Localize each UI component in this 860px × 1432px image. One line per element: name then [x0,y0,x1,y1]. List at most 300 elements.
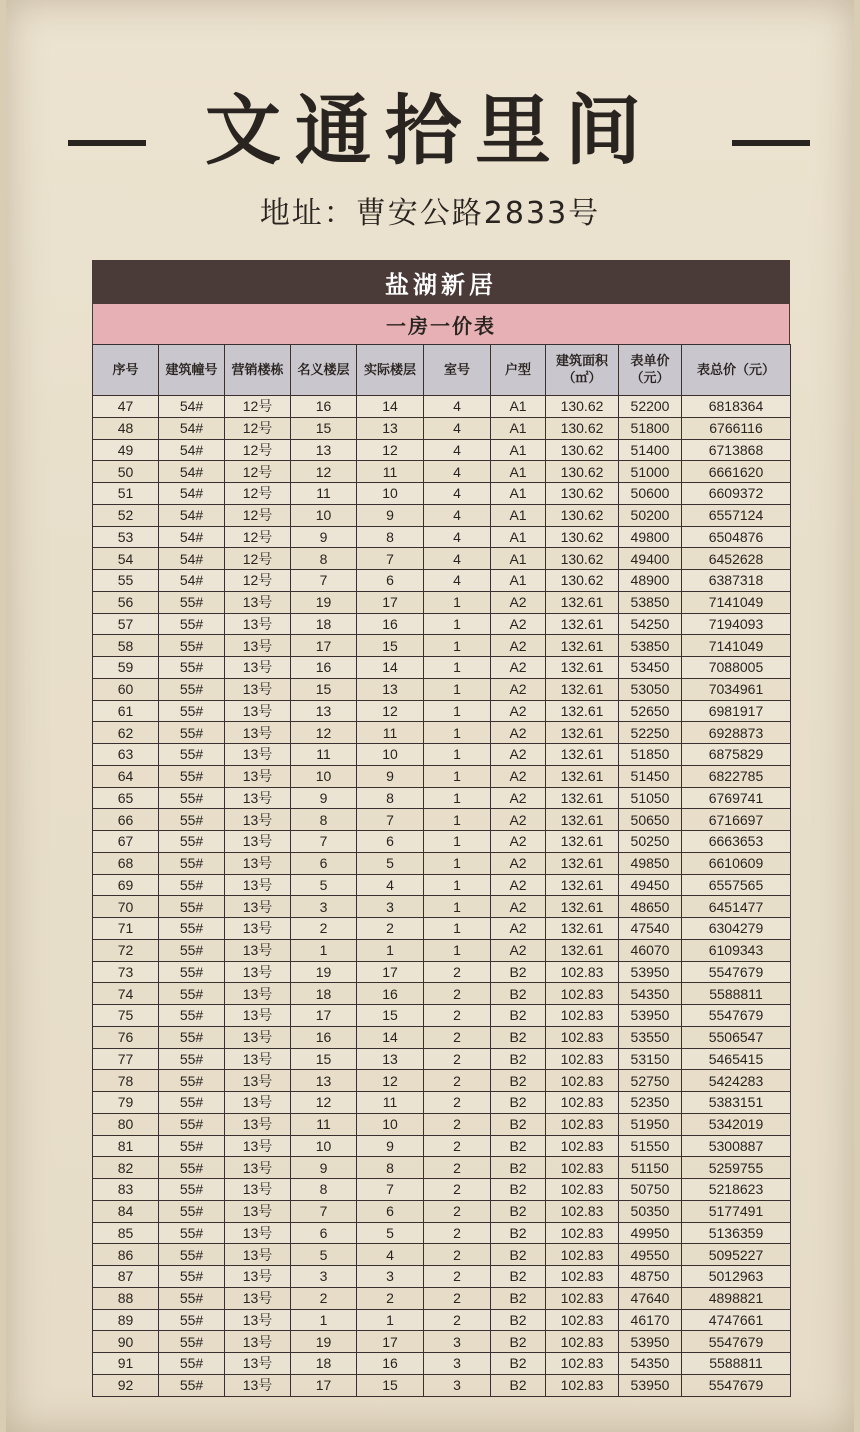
table-cell: A1 [491,439,546,461]
table-cell: 1 [424,787,491,809]
table-cell: 12号 [225,439,291,461]
table-cell: 7 [357,548,424,570]
table-cell: 8 [357,787,424,809]
table-cell: 54 [93,548,159,570]
table-cell: 7 [357,809,424,831]
table-cell: 5588811 [682,1353,791,1375]
table-cell: A2 [491,918,546,940]
table-cell: 132.61 [546,744,619,766]
table-cell: 6 [291,852,357,874]
table-cell: 6109343 [682,939,791,961]
column-header: 名义楼层 [291,345,357,396]
column-header: 表单价（元） [619,345,682,396]
table-header-row [93,345,791,396]
table-cell: 15 [357,1005,424,1027]
table-cell: 2 [424,1092,491,1114]
table-cell: 12号 [225,504,291,526]
table-cell: 73 [93,961,159,983]
column-header: 实际楼层 [357,345,424,396]
table-cell: 11 [291,1113,357,1135]
table-cell: 54350 [619,1353,682,1375]
table-cell: 1 [424,700,491,722]
table-cell: 4 [424,461,491,483]
table-cell: B2 [491,1222,546,1244]
table-cell: 55 [93,570,159,592]
table-cell: 55# [159,1374,225,1396]
table-cell: 49800 [619,526,682,548]
table-row [93,896,791,918]
table-cell: 54# [159,504,225,526]
table-cell: 9 [291,1157,357,1179]
table-cell: 54# [159,396,225,418]
table-cell: 5547679 [682,961,791,983]
table-cell: 14 [357,657,424,679]
table-cell: 68 [93,852,159,874]
table-cell: 132.61 [546,809,619,831]
table-cell: 18 [291,1353,357,1375]
table-cell: 102.83 [546,1309,619,1331]
table-cell: A1 [491,483,546,505]
table-cell: 5218623 [682,1179,791,1201]
table-cell: 54# [159,461,225,483]
table-cell: 2 [424,1179,491,1201]
table-cell: A2 [491,787,546,809]
table-cell: A2 [491,765,546,787]
table-cell: 13号 [225,765,291,787]
table-cell: 55# [159,722,225,744]
table-cell: 55# [159,657,225,679]
table-cell: 132.61 [546,939,619,961]
table-row [93,504,791,526]
table-cell: 55# [159,1222,225,1244]
table-cell: 11 [357,1092,424,1114]
table-cell: 48650 [619,896,682,918]
table-cell: 2 [424,1266,491,1288]
table-cell: 48750 [619,1266,682,1288]
table-cell: 13号 [225,1266,291,1288]
table-row [93,657,791,679]
table-row [93,1287,791,1309]
table-cell: 1 [424,918,491,940]
table-cell: 47640 [619,1287,682,1309]
table-cell: 2 [424,1135,491,1157]
table-cell: A2 [491,678,546,700]
table-cell: A2 [491,874,546,896]
table-cell: 16 [357,983,424,1005]
table-cell: 18 [291,613,357,635]
table-cell: A2 [491,591,546,613]
column-header: 室号 [424,345,491,396]
table-cell: 52250 [619,722,682,744]
price-table-section [92,260,790,1397]
table-cell: 55# [159,591,225,613]
table-cell: 55# [159,809,225,831]
table-cell: 15 [291,417,357,439]
table-cell: 19 [291,591,357,613]
table-cell: 54250 [619,613,682,635]
table-cell: 132.61 [546,657,619,679]
table-cell: 8 [357,526,424,548]
table-cell: 130.62 [546,417,619,439]
table-cell: 102.83 [546,1026,619,1048]
table-row [93,700,791,722]
table-body [93,396,791,1397]
table-cell: 4 [424,526,491,548]
table-cell: 130.62 [546,483,619,505]
table-cell: 51 [93,483,159,505]
column-header: 建筑幢号 [159,345,225,396]
table-cell: B2 [491,1135,546,1157]
table-cell: 89 [93,1309,159,1331]
table-cell: B2 [491,1309,546,1331]
table-cell: 132.61 [546,787,619,809]
table-cell: 1 [424,591,491,613]
table-cell: 52200 [619,396,682,418]
table-row [93,1048,791,1070]
table-cell: 13号 [225,809,291,831]
table-cell: 10 [357,483,424,505]
table-cell: 102.83 [546,1092,619,1114]
table-cell: 1 [357,1309,424,1331]
table-cell: 55# [159,961,225,983]
table-cell: 13号 [225,1005,291,1027]
table-cell: 13 [291,439,357,461]
table-cell: 13号 [225,896,291,918]
table-cell: 6 [357,1200,424,1222]
table-cell: 81 [93,1135,159,1157]
table-cell: 55# [159,1048,225,1070]
table-cell: 7 [291,570,357,592]
table-cell: 13号 [225,1092,291,1114]
table-cell: 6451477 [682,896,791,918]
table-cell: 3 [291,896,357,918]
table-cell: 61 [93,700,159,722]
table-cell: 16 [291,657,357,679]
table-cell: A2 [491,744,546,766]
table-cell: 53050 [619,678,682,700]
table-cell: 57 [93,613,159,635]
column-header: 表总价（元） [682,345,791,396]
table-cell: 12 [291,722,357,744]
table-cell: 130.62 [546,548,619,570]
table-cell: 13 [291,1070,357,1092]
table-cell: 1 [357,939,424,961]
table-cell: 5177491 [682,1200,791,1222]
table-cell: 13号 [225,678,291,700]
table-row [93,417,791,439]
table-cell: 51800 [619,417,682,439]
table-row [93,744,791,766]
table-cell: 13号 [225,722,291,744]
table-cell: 102.83 [546,1222,619,1244]
table-cell: 55# [159,700,225,722]
table-cell: 6557565 [682,874,791,896]
table-cell: 102.83 [546,1353,619,1375]
table-cell: 13 [291,700,357,722]
table-row [93,1222,791,1244]
table-cell: 102.83 [546,1287,619,1309]
table-cell: 1 [424,852,491,874]
table-cell: 49450 [619,874,682,896]
table-cell: 102.83 [546,1331,619,1353]
table-cell: 52 [93,504,159,526]
table-cell: A2 [491,722,546,744]
table-cell: 15 [291,678,357,700]
table-cell: 2 [424,1244,491,1266]
table-row [93,1179,791,1201]
table-cell: B2 [491,1157,546,1179]
table-cell: 66 [93,809,159,831]
address: 地址：曹安公路2833号 [259,196,601,231]
table-cell: 3 [424,1353,491,1375]
table-cell: 55# [159,939,225,961]
table-cell: 7141049 [682,635,791,657]
table-cell: 17 [357,591,424,613]
table-row [93,591,791,613]
table-cell: 55# [159,1244,225,1266]
table-cell: 54# [159,483,225,505]
table-cell: 6769741 [682,787,791,809]
table-cell: 6713868 [682,439,791,461]
table-row [93,439,791,461]
table-cell: 5300887 [682,1135,791,1157]
table-cell: 4 [424,439,491,461]
table-cell: 1 [424,896,491,918]
table-cell: A1 [491,461,546,483]
table-cell: 102.83 [546,1070,619,1092]
table-cell: 11 [357,722,424,744]
table-cell: 60 [93,678,159,700]
table-cell: 55# [159,1287,225,1309]
column-header: 建筑面积（㎡） [546,345,619,396]
table-cell: 91 [93,1353,159,1375]
table-cell: 55# [159,983,225,1005]
table-cell: 6 [291,1222,357,1244]
table-cell: A1 [491,570,546,592]
table-cell: B2 [491,1331,546,1353]
table-cell: 55# [159,1309,225,1331]
table-cell: 55# [159,1070,225,1092]
table-cell: 3 [291,1266,357,1288]
table-cell: 12号 [225,526,291,548]
table-cell: 13号 [225,1026,291,1048]
table-cell: 1 [424,831,491,853]
table-cell: 85 [93,1222,159,1244]
table-cell: 5 [357,852,424,874]
table-cell: 8 [291,1179,357,1201]
table-cell: A2 [491,657,546,679]
table-row [93,722,791,744]
column-header: 户型 [491,345,546,396]
table-cell: 16 [291,396,357,418]
table-cell: 4 [357,1244,424,1266]
table-cell: 6304279 [682,918,791,940]
table-cell: 13号 [225,591,291,613]
table-cell: 4 [424,504,491,526]
table-cell: 9 [357,1135,424,1157]
table-cell: 54# [159,570,225,592]
table-cell: B2 [491,1092,546,1114]
table-cell: B2 [491,1266,546,1288]
table-cell: 55# [159,1266,225,1288]
table-cell: 13号 [225,635,291,657]
table-cell: 6663653 [682,831,791,853]
table-cell: 13号 [225,1244,291,1266]
table-cell: 76 [93,1026,159,1048]
table-cell: 1 [424,635,491,657]
table-cell: 13号 [225,700,291,722]
table-row [93,1005,791,1027]
table-cell: A1 [491,526,546,548]
table-cell: 82 [93,1157,159,1179]
table-cell: 2 [424,1309,491,1331]
table-cell: 55# [159,787,225,809]
table-row [93,613,791,635]
table-row [93,1135,791,1157]
table-cell: 132.61 [546,896,619,918]
table-cell: 5506547 [682,1026,791,1048]
table-cell: 13号 [225,1331,291,1353]
table-cell: 5588811 [682,983,791,1005]
table-cell: 7 [291,1200,357,1222]
table-cell: 12号 [225,396,291,418]
table-row [93,1353,791,1375]
table-cell: 86 [93,1244,159,1266]
table-cell: 1 [424,939,491,961]
table-cell: 102.83 [546,1266,619,1288]
table-cell: 13 [357,678,424,700]
table-cell: 2 [424,1026,491,1048]
table-cell: 55# [159,1026,225,1048]
table-cell: 46170 [619,1309,682,1331]
table-cell: 14 [357,396,424,418]
table-cell: 50 [93,461,159,483]
table-cell: 5424283 [682,1070,791,1092]
table-cell: 13号 [225,983,291,1005]
table-cell: 10 [291,504,357,526]
table-cell: 130.62 [546,396,619,418]
table-cell: A2 [491,852,546,874]
table-cell: B2 [491,1200,546,1222]
table-cell: 102.83 [546,1005,619,1027]
table-cell: 16 [357,613,424,635]
table-cell: 1 [424,809,491,831]
table-cell: 5 [291,874,357,896]
table-cell: 2 [357,918,424,940]
table-cell: 53950 [619,1331,682,1353]
table-cell: 84 [93,1200,159,1222]
table-cell: 17 [291,1005,357,1027]
table-cell: 55# [159,1353,225,1375]
table-cell: 3 [424,1374,491,1396]
table-cell: 48 [93,417,159,439]
table-cell: 59 [93,657,159,679]
table-cell: 2 [291,1287,357,1309]
table-cell: 130.62 [546,439,619,461]
table-cell: 12 [291,461,357,483]
table-cell: 50750 [619,1179,682,1201]
table-cell: 71 [93,918,159,940]
table-cell: 6661620 [682,461,791,483]
project-title: 盐湖新居 [92,260,790,304]
table-cell: 55# [159,918,225,940]
table-cell: 6387318 [682,570,791,592]
table-cell: 64 [93,765,159,787]
table-cell: B2 [491,1244,546,1266]
table-cell: A1 [491,548,546,570]
table-cell: 51850 [619,744,682,766]
table-cell: A2 [491,635,546,657]
table-cell: 132.61 [546,678,619,700]
table-cell: 55# [159,1005,225,1027]
table-cell: 55# [159,1200,225,1222]
table-cell: 132.61 [546,635,619,657]
table-cell: 12 [291,1092,357,1114]
table-cell: 7034961 [682,678,791,700]
table-cell: 4898821 [682,1287,791,1309]
table-cell: 11 [291,744,357,766]
table-cell: 63 [93,744,159,766]
table-cell: 12 [357,439,424,461]
table-cell: 9 [291,787,357,809]
table-row [93,787,791,809]
table-row [93,548,791,570]
table-cell: 67 [93,831,159,853]
table-cell: 17 [291,635,357,657]
table-cell: 13号 [225,831,291,853]
table-cell: 18 [291,983,357,1005]
table-cell: 19 [291,1331,357,1353]
table-cell: 7194093 [682,613,791,635]
table-row [93,1374,791,1396]
table-cell: 13号 [225,1353,291,1375]
table-row [93,1070,791,1092]
table-cell: 13号 [225,939,291,961]
table-cell: 2 [424,1200,491,1222]
table-cell: 102.83 [546,1200,619,1222]
table-cell: A1 [491,417,546,439]
table-cell: 2 [357,1287,424,1309]
table-cell: 5342019 [682,1113,791,1135]
table-cell: 13号 [225,1070,291,1092]
table-cell: 1 [424,744,491,766]
table-cell: 7088005 [682,657,791,679]
table-cell: 10 [357,744,424,766]
table-cell: 3 [357,1266,424,1288]
table-cell: 55# [159,678,225,700]
table-row [93,1092,791,1114]
table-cell: 12 [357,1070,424,1092]
table-cell: 55# [159,1135,225,1157]
table-cell: 16 [291,1026,357,1048]
column-header: 序号 [93,345,159,396]
table-row [93,396,791,418]
table-cell: 4 [424,417,491,439]
table-cell: 16 [357,1353,424,1375]
table-cell: 130.62 [546,570,619,592]
table-cell: 75 [93,1005,159,1027]
table-cell: B2 [491,1048,546,1070]
table-row [93,939,791,961]
table-cell: 132.61 [546,918,619,940]
table-cell: 5 [357,1222,424,1244]
table-cell: 92 [93,1374,159,1396]
table-cell: 55# [159,874,225,896]
table-cell: 5012963 [682,1266,791,1288]
table-cell: A2 [491,809,546,831]
table-cell: 13号 [225,613,291,635]
table-cell: 5136359 [682,1222,791,1244]
